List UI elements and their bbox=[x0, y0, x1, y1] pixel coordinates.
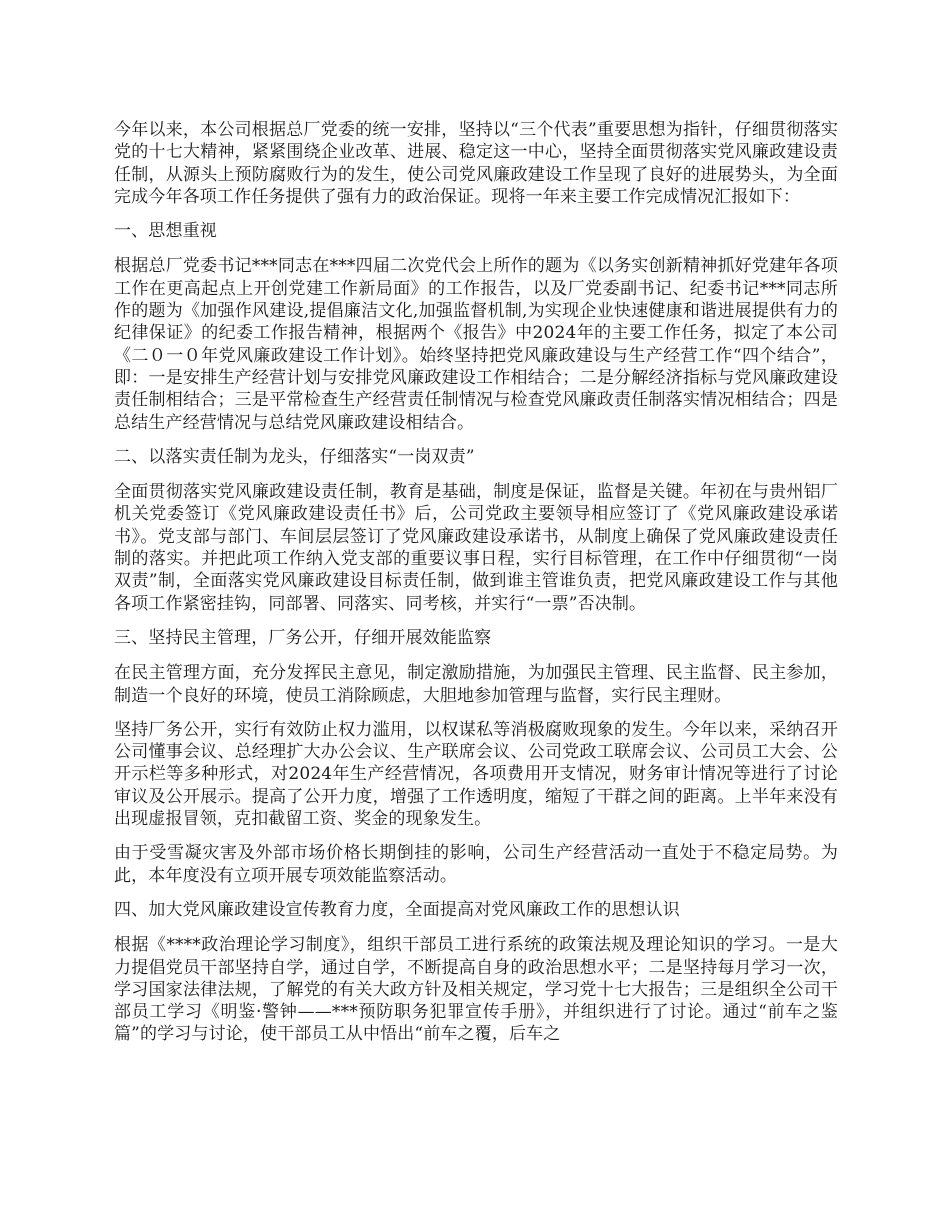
section-heading-4: 四、加大党风廉政建设宣传教育力度，全面提高对党风廉政工作的思想认识 bbox=[114, 899, 680, 920]
paragraph-section-1: 根据总厂党委书记***同志在***四届二次党代会上所作的题为《以务实创新精神抓好党建年各项工作在更高起点上开创党建工作新局面》的工作报告，以及厂党委副书记、纪委书记***同志所作的题为《加强作风建设,提倡廉洁文化,加强监督机制,为实现企业快速健康和谐进展提供有力的纪律保证》的纪委工作报告精神，根据两个《报告》中2024年的主要工作任务，拟定了本公司《二０一０年党风廉政建设工作计划》。始终坚持把党风廉政建设与生产经营工作“四个结合”，即：一是安排生产经营计划与安排党风廉政建设工作相结合；二是分解经济指标与党风廉政建设责任制相结合；三是平常检查生产经营责任制情况与检查党风廉政责任制落实情况相结合；四是总结生产经营情况与总结党风廉政建设相结合。 bbox=[114, 256, 838, 433]
section-heading-1: 一、思想重视 bbox=[114, 221, 217, 242]
paragraph-section-3a: 在民主管理方面，充分发挥民主意见，制定激励措施，为加强民主管理、民主监督、民主参加，制造一个良好的环境，使员工消除顾虑，大胆地参加管理与监督，实行民主理财。 bbox=[114, 663, 838, 706]
paragraph-section-2: 全面贯彻落实党风廉政建设责任制，教育是基础，制度是保证，监督是关键。年初在与贵州铝厂机关党委签订《党风廉政建设责任书》后，公司党政主要领导相应签订了《党风廉政建设承诺书》。党支部与部门、车间层层签订了党风廉政建设承诺书，从制度上确保了党风廉政建设责任制的落实。并把此项工作纳入党支部的重要议事日程，实行目标管理，在工作中仔细贯彻“一岗双责”制，全面落实党风廉政建设目标责任制，做到谁主管谁负责，把党风廉政建设工作与其他各项工作紧密挂钩，同部署、同落实、同考核，并实行“一票”否决制。 bbox=[114, 482, 838, 614]
section-heading-2: 二、以落实责任制为龙头，仔细落实“一岗双责” bbox=[114, 446, 475, 467]
document-body bbox=[114, 119, 838, 1058]
paragraph-section-4: 根据《****政治理论学习制度》，组织干部员工进行系统的政策法规及理论知识的学习。一是大力提倡党员干部坚持自学，通过自学，不断提高自身的政治思想水平；二是坚持每月学习一次，学习国家法律法规，了解党的有关大政方针及相关规定，学习党十七大报告；三是组织全公司干部员工学习《明鉴·警钟——***预防职务犯罪宣传手册》，并组织进行了讨论。通过“前车之鉴篇”的学习与讨论，使干部员工从中悟出“前车之覆，后车之 bbox=[114, 935, 838, 1045]
paragraph-section-3c: 由于受雪凝灾害及外部市场价格长期倒挂的影响，公司生产经营活动一直处于不稳定局势。为此，本年度没有立项开展专项效能监察活动。 bbox=[114, 843, 838, 886]
paragraph-section-3b: 坚持厂务公开，实行有效防止权力滥用，以权谋私等消极腐败现象的发生。今年以来，采纳召开公司懂事会议、总经理扩大办公会议、生产联席会议、公司党政工联席会议、公司员工大会、公开示栏等多种形式，对2024年生产经营情况，各项费用开支情况，财务审计情况等进行了讨论审议及公开展示。提高了公开力度，增强了工作透明度，缩短了干群之间的距离。上半年来没有出现虚报冒领，克扣截留工资、奖金的现象发生。 bbox=[114, 719, 838, 830]
paragraph-intro: 今年以来，本公司根据总厂党委的统一安排，坚持以“三个代表”重要思想为指针，仔细贯彻落实党的十七大精神，紧紧围绕企业改革、进展、稳定这一中心，坚持全面贯彻落实党风廉政建设责任制，从源头上预防腐败行为的发生，使公司党风廉政建设工作呈现了良好的进展势头，为全面完成今年各项工作任务提供了强有力的政治保证。现将一年来主要工作完成情况汇报如下： bbox=[114, 120, 838, 207]
section-heading-3: 三、坚持民主管理，厂务公开，仔细开展效能监察 bbox=[114, 627, 492, 648]
